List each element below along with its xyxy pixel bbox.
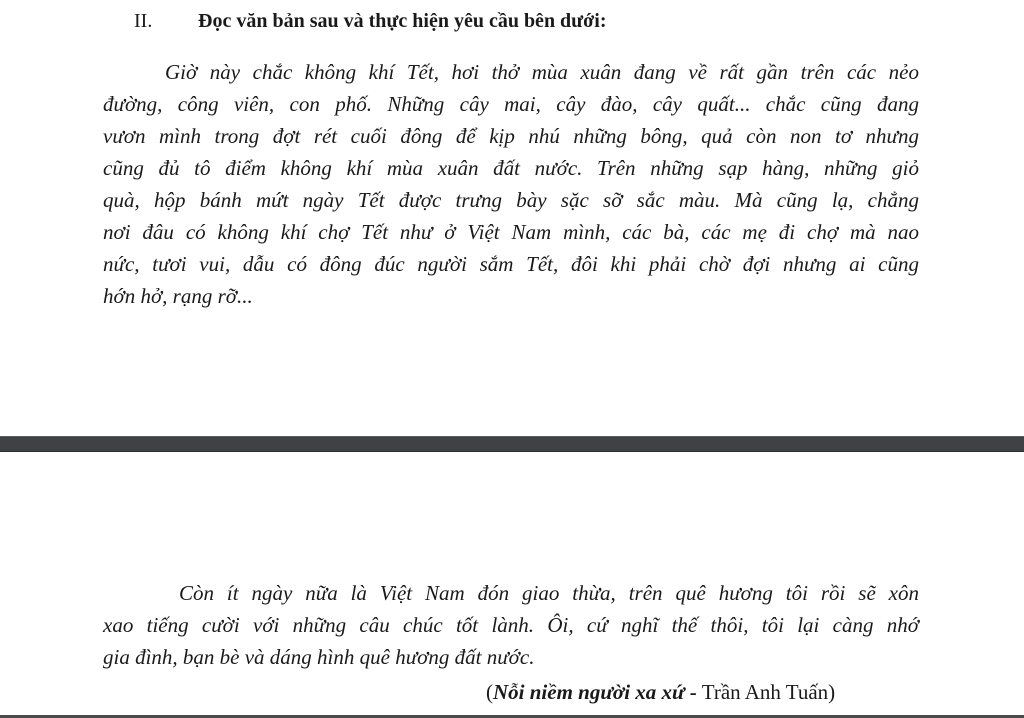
section-heading bbox=[134, 10, 606, 33]
citation-work-title: Nỗi niềm người xa xứ - bbox=[493, 680, 697, 704]
passage-line: quà, hộp bánh mứt ngày Tết được trưng bày sặc sỡ sắc màu. Mà cũng lạ, chẳng bbox=[103, 188, 919, 212]
section-number: II. bbox=[134, 10, 153, 32]
passage-line: đường, công viên, con phố. Những cây mai, cây đào, cây quất... chắc cũng đang bbox=[103, 92, 919, 116]
passage-line: nơi đâu có không khí chợ Tết như ở Việt Nam mình, các bà, các mẹ đi chợ mà nao bbox=[103, 220, 919, 244]
passage-line: cũng đủ tô điểm không khí mùa xuân đất nước. Trên những sạp hàng, những giỏ bbox=[103, 156, 919, 180]
page-separator bbox=[0, 436, 1024, 452]
passage-line: vươn mình trong đợt rét cuối đông để kịp nhú những bông, quả còn non tơ nhưng bbox=[103, 124, 919, 148]
passage-paragraph-1 bbox=[103, 56, 919, 312]
passage-line: gia đình, bạn bè và dáng hình quê hương đất nước. bbox=[103, 645, 535, 669]
passage-line: nức, tươi vui, dẫu có đông đúc người sắm Tết, đôi khi phải chờ đợi nhưng ai cũng bbox=[103, 252, 919, 276]
passage-line: Còn ít ngày nữa là Việt Nam đón giao thừa, trên quê hương tôi rồi sẽ xôn bbox=[179, 581, 919, 605]
source-citation bbox=[486, 680, 835, 705]
passage-line: Giờ này chắc không khí Tết, hơi thở mùa xuân đang về rất gần trên các nẻo bbox=[165, 60, 919, 84]
passage-line: xao tiếng cười với những câu chúc tốt lành. Ôi, cứ nghĩ thế thôi, tôi lại càng nhớ bbox=[103, 613, 919, 637]
passage-paragraph-2 bbox=[103, 577, 919, 673]
passage-line: hớn hở, rạng rỡ... bbox=[103, 284, 253, 308]
section-title: Đọc văn bản sau và thực hiện yêu cầu bên dưới: bbox=[198, 10, 607, 32]
citation-author: Trần Anh Tuấn) bbox=[696, 680, 836, 704]
citation-open-paren: ( bbox=[486, 680, 493, 704]
